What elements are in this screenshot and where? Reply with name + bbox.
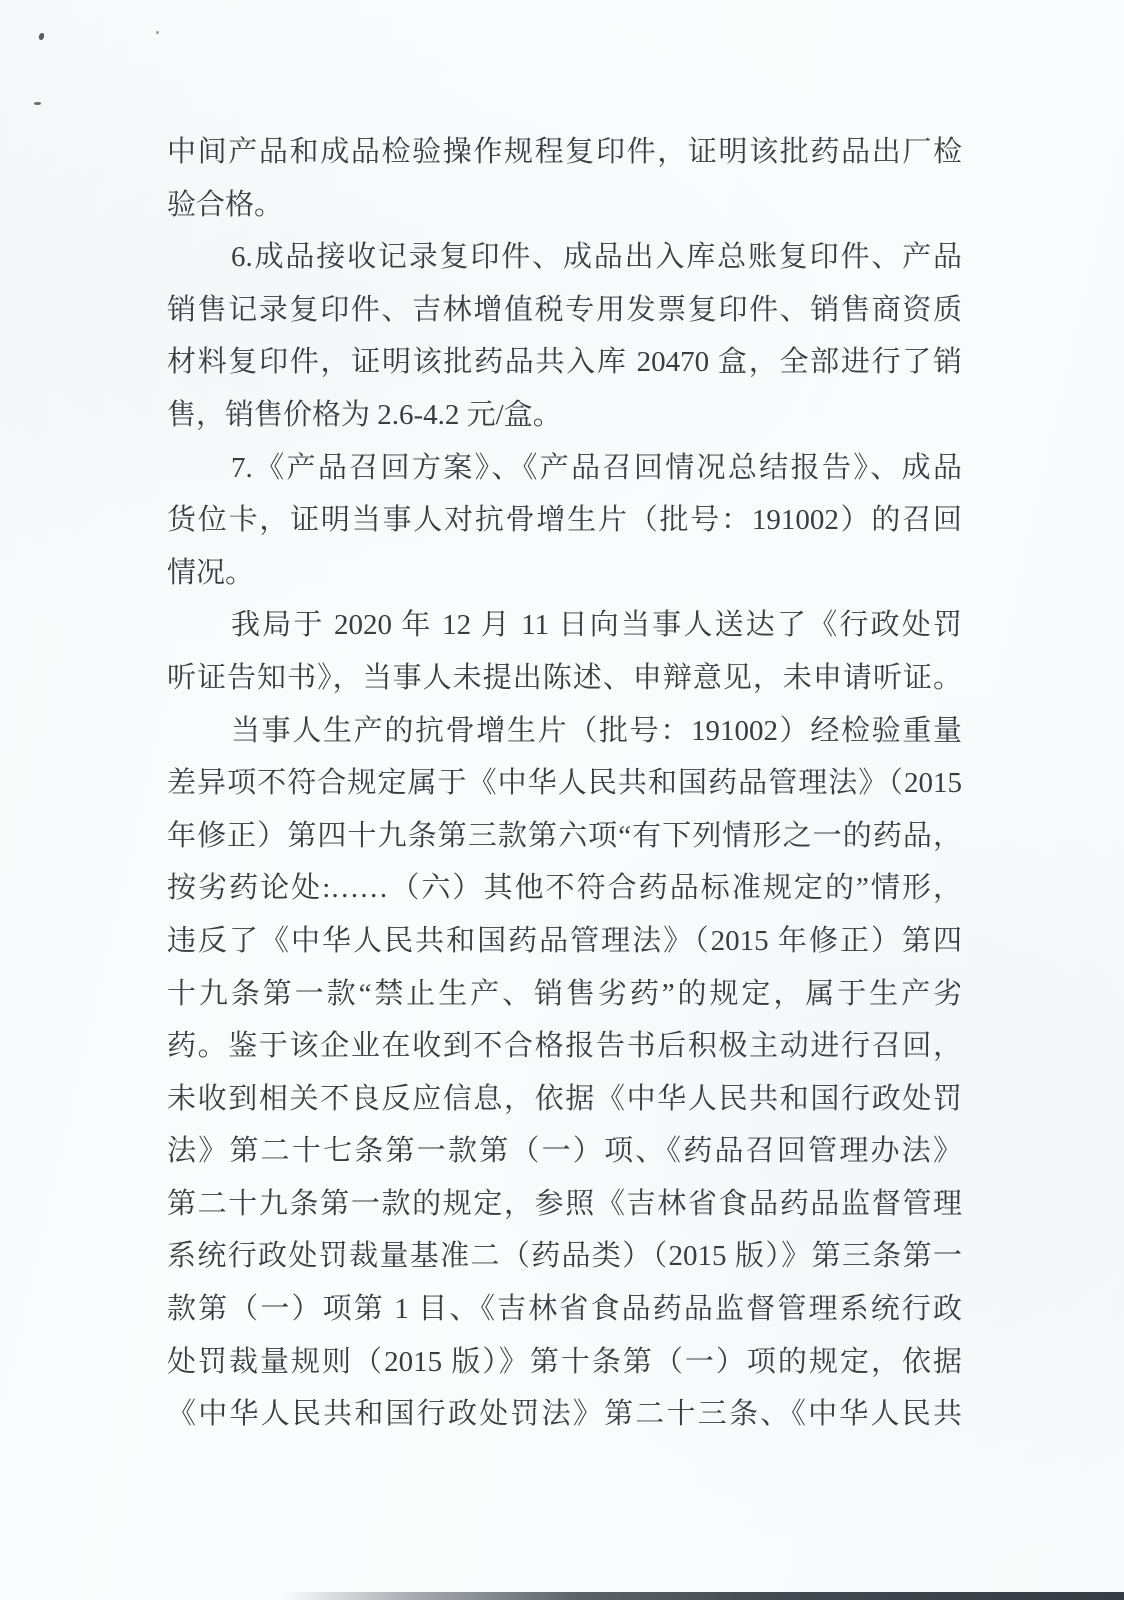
text-line: 差异项不符合规定属于《中华人民共和国药品管理法》（2015 [167, 767, 962, 800]
text-line: 《中华人民共和国行政处罚法》第二十三条、《中华人民共 [167, 1398, 962, 1431]
text-line: 我局于 2020 年 12 月 11 日向当事人送达了《行政处罚 [231, 609, 962, 642]
text-line: 违反了《中华人民共和国药品管理法》（2015 年修正）第四 [167, 924, 962, 957]
scan-speck [34, 102, 41, 105]
text-line: 情况。 [167, 556, 255, 589]
text-line: 款第（一）项第 1 目、《吉林省食品药品监督管理系统行政 [167, 1293, 962, 1326]
text-line: 材料复印件，证明该批药品共入库 20470 盒，全部进行了销 [167, 346, 962, 379]
text-line: 处罚裁量规则（2015 版）》第十条第（一）项的规定，依据 [167, 1345, 962, 1378]
text-line: 法》第二十七条第一款第（一）项、《药品召回管理办法》 [167, 1135, 962, 1168]
scan-edge-shadow [283, 1592, 1124, 1600]
text-line: 7.《产品召回方案》、《产品召回情况总结报告》、成品 [231, 451, 962, 484]
text-line: 验合格。 [167, 188, 284, 221]
text-line: 第二十九条第一款的规定，参照《吉林省食品药品监督管理 [167, 1187, 962, 1220]
text-line: 当事人生产的抗骨增生片（批号：191002）经检验重量 [231, 714, 962, 747]
document-text [167, 126, 962, 1441]
text-line: 6.成品接收记录复印件、成品出入库总账复印件、产品 [231, 241, 962, 274]
scan-speck [156, 31, 159, 34]
text-line: 十九条第一款“禁止生产、销售劣药”的规定，属于生产劣 [167, 977, 962, 1010]
text-line: 药。鉴于该企业在收到不合格报告书后积极主动进行召回， [167, 1030, 962, 1063]
text-line: 未收到相关不良反应信息，依据《中华人民共和国行政处罚 [167, 1082, 962, 1115]
text-line: 售，销售价格为 2.6-4.2 元/盒。 [167, 398, 562, 431]
text-line: 按劣药论处:……（六）其他不符合药品标准规定的”情形， [167, 872, 962, 905]
text-line: 中间产品和成品检验操作规程复印件，证明该批药品出厂检 [167, 136, 962, 168]
text-line: 货位卡，证明当事人对抗骨增生片（批号：191002）的召回 [167, 504, 962, 537]
text-line: 年修正）第四十九条第三款第六项“有下列情形之一的药品， [167, 819, 962, 852]
scan-speck [38, 32, 45, 40]
text-line: 系统行政处罚裁量基准二（药品类）（2015 版）》第三条第一 [167, 1240, 962, 1273]
text-line: 销售记录复印件、吉林增值税专用发票复印件、销售商资质 [167, 293, 962, 326]
text-line: 听证告知书》，当事人未提出陈述、申辩意见，未申请听证。 [167, 661, 962, 694]
